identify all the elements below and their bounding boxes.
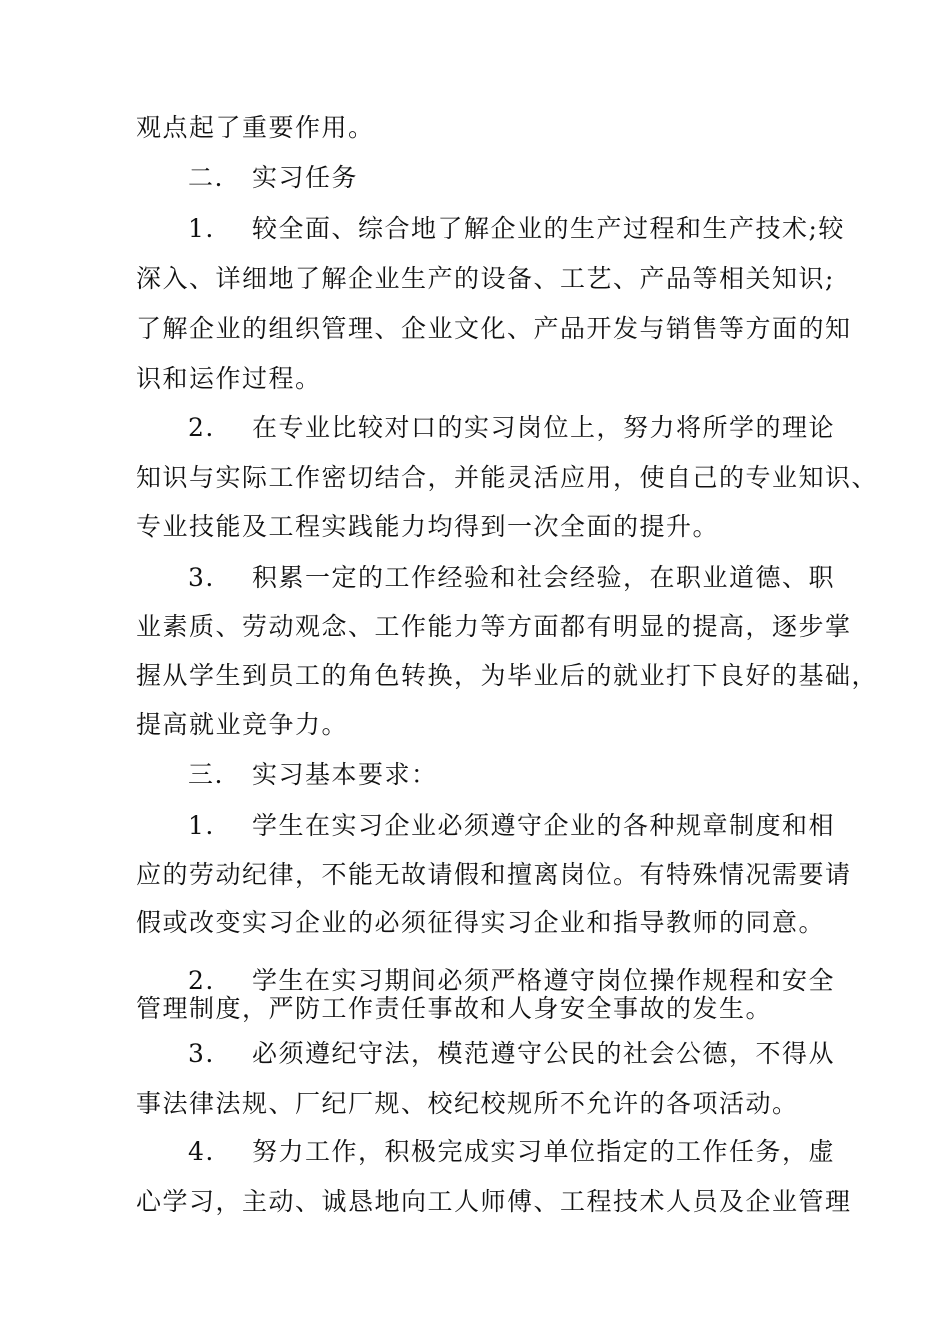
text-line: 识和运作过程。 (136, 364, 322, 393)
text-line: 握从学生到员工的角色转换，为毕业后的就业打下良好的基础， (136, 661, 879, 690)
list-item-first-line (188, 413, 835, 443)
text-line: 业素质、劳动观念、工作能力等方面都有明显的提高，逐步掌 (136, 612, 852, 641)
list-item-first-line (188, 1137, 835, 1167)
text-line: 管理制度，严防工作责任事故和人身安全事故的发生。 (136, 994, 773, 1023)
section-number: 三. (188, 760, 224, 789)
list-number: 1. (188, 811, 215, 840)
text-line: 应的劳动纪律，不能无故请假和擅离岗位。有特殊情况需要请 (136, 860, 852, 889)
text-line: 必须遵纪守法，模范遵守公民的社会公德，不得从 (252, 1039, 836, 1068)
text-line: 努力工作，积极完成实习单位指定的工作任务，虚 (252, 1137, 836, 1166)
list-item-first-line (188, 811, 835, 841)
text-line: 专业技能及工程实践能力均得到一次全面的提升。 (136, 512, 720, 541)
list-item-first-line (188, 1039, 835, 1069)
text-line: 了解企业的组织管理、企业文化、产品开发与销售等方面的知 (136, 314, 852, 343)
list-number: 3. (188, 1039, 215, 1068)
section-number: 二. (188, 163, 224, 192)
list-item-first-line (188, 214, 845, 244)
list-number: 3. (188, 563, 215, 592)
text-line: 积累一定的工作经验和社会经验，在职业道德、职 (252, 563, 836, 592)
text-line: 深入、详细地了解企业生产的设备、工艺、产品等相关知识; (136, 264, 835, 293)
list-item-first-line (188, 966, 835, 996)
text-line: 提高就业竞争力。 (136, 710, 349, 739)
section-title: 实习基本要求： (252, 760, 438, 789)
list-number: 2. (188, 413, 215, 442)
text-line: 心学习，主动、诚恳地向工人师傅、工程技术人员及企业管理 (136, 1187, 852, 1216)
text-line: 知识与实际工作密切结合，并能灵活应用，使自己的专业知识、 (136, 463, 879, 492)
section-heading (188, 163, 358, 193)
text-line: 学生在实习期间必须严格遵守岗位操作规程和安全 (252, 966, 836, 995)
text-line: 学生在实习企业必须遵守企业的各种规章制度和相 (252, 811, 836, 840)
list-number: 1. (188, 214, 215, 243)
list-number: 4. (188, 1137, 215, 1166)
text-line: 较全面、综合地了解企业的生产过程和生产技术;较 (252, 214, 845, 243)
list-item-first-line (188, 563, 835, 593)
text-line: 在专业比较对口的实习岗位上，努力将所学的理论 (252, 413, 836, 442)
section-title: 实习任务 (252, 163, 359, 192)
text-line: 事法律法规、厂纪厂规、校纪校规所不允许的各项活动。 (136, 1089, 799, 1118)
section-heading (188, 760, 438, 790)
text-line: 观点起了重要作用。 (136, 113, 375, 142)
text-line: 假或改变实习企业的必须征得实习企业和指导教师的同意。 (136, 908, 826, 937)
list-number: 2. (188, 966, 215, 995)
